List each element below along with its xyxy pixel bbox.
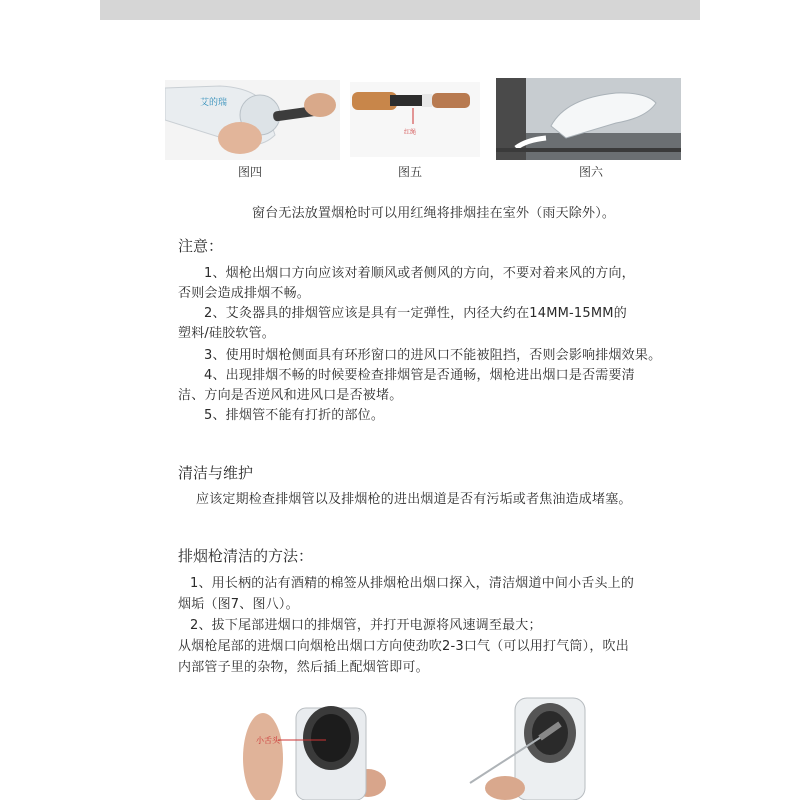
top-bar [100,0,700,20]
figure-5-caption: 图五 [397,165,422,179]
figure-4-caption: 图四 [237,165,262,179]
cleaning-heading: 清洁与维护 [178,464,254,482]
method-line-4: 从烟枪尾部的进烟口向烟枪出烟口方向使劲吹2-3口气（可以用打气筒），吹出 [178,639,629,654]
notes-line-3: 2、艾灸器具的排烟管应该是具有一定弹性，内径大约在14MM-15MM的 [204,306,627,321]
method-line-5: 内部管子里的杂物，然后插上配烟管即可。 [178,660,429,675]
cleaning-text: 应该定期检查排烟管以及排烟枪的进出烟道是否有污垢或者焦油造成堵塞。 [196,492,632,507]
figure-7-image [238,688,388,800]
notes-line-2: 否则会造成排烟不畅。 [178,286,311,301]
notes-line-1: 1、烟枪出烟口方向应该对着顺风或者侧风的方向，不要对着来风的方向， [204,266,635,281]
notes-line-4: 塑料/硅胶软管。 [178,326,275,341]
figure-5-label: 红绳 [404,129,417,136]
intro-text: 窗台无法放置烟枪时可以用红绳将排烟挂在室外（雨天除外）。 [252,206,616,221]
notes-line-8: 5、排烟管不能有打折的部位。 [204,408,385,423]
notes-line-7: 洁、方向是否逆风和进风口是否被堵。 [178,388,403,403]
figure-5-image [350,82,480,157]
method-line-1: 1、用长柄的沾有酒精的棉签从排烟枪出烟口探入，清洁烟道中间小舌头上的 [190,576,635,591]
notes-line-6: 4、出现排烟不畅的时候要检查排烟管是否通畅，烟枪进出烟口是否需要清 [204,368,635,383]
figure-4-image [165,80,340,160]
figure-8-image [460,688,620,800]
method-line-2: 烟垢（图7、图八）。 [178,597,299,612]
method-line-3: 2、拔下尾部进烟口的排烟管，并打开电源将风速调至最大； [190,618,542,633]
figure-6-image [496,78,681,160]
figure-4-logo: 艾的瑞 [200,98,228,108]
figure-6-caption: 图六 [578,165,603,179]
figure-7-label: 小舌头 [256,736,280,745]
method-heading: 排烟枪清洁的方法： [178,547,314,565]
notes-line-5: 3、使用时烟枪侧面具有环形窗口的进风口不能被阻挡，否则会影响排烟效果。 [204,348,662,363]
notes-heading: 注意： [178,237,224,255]
